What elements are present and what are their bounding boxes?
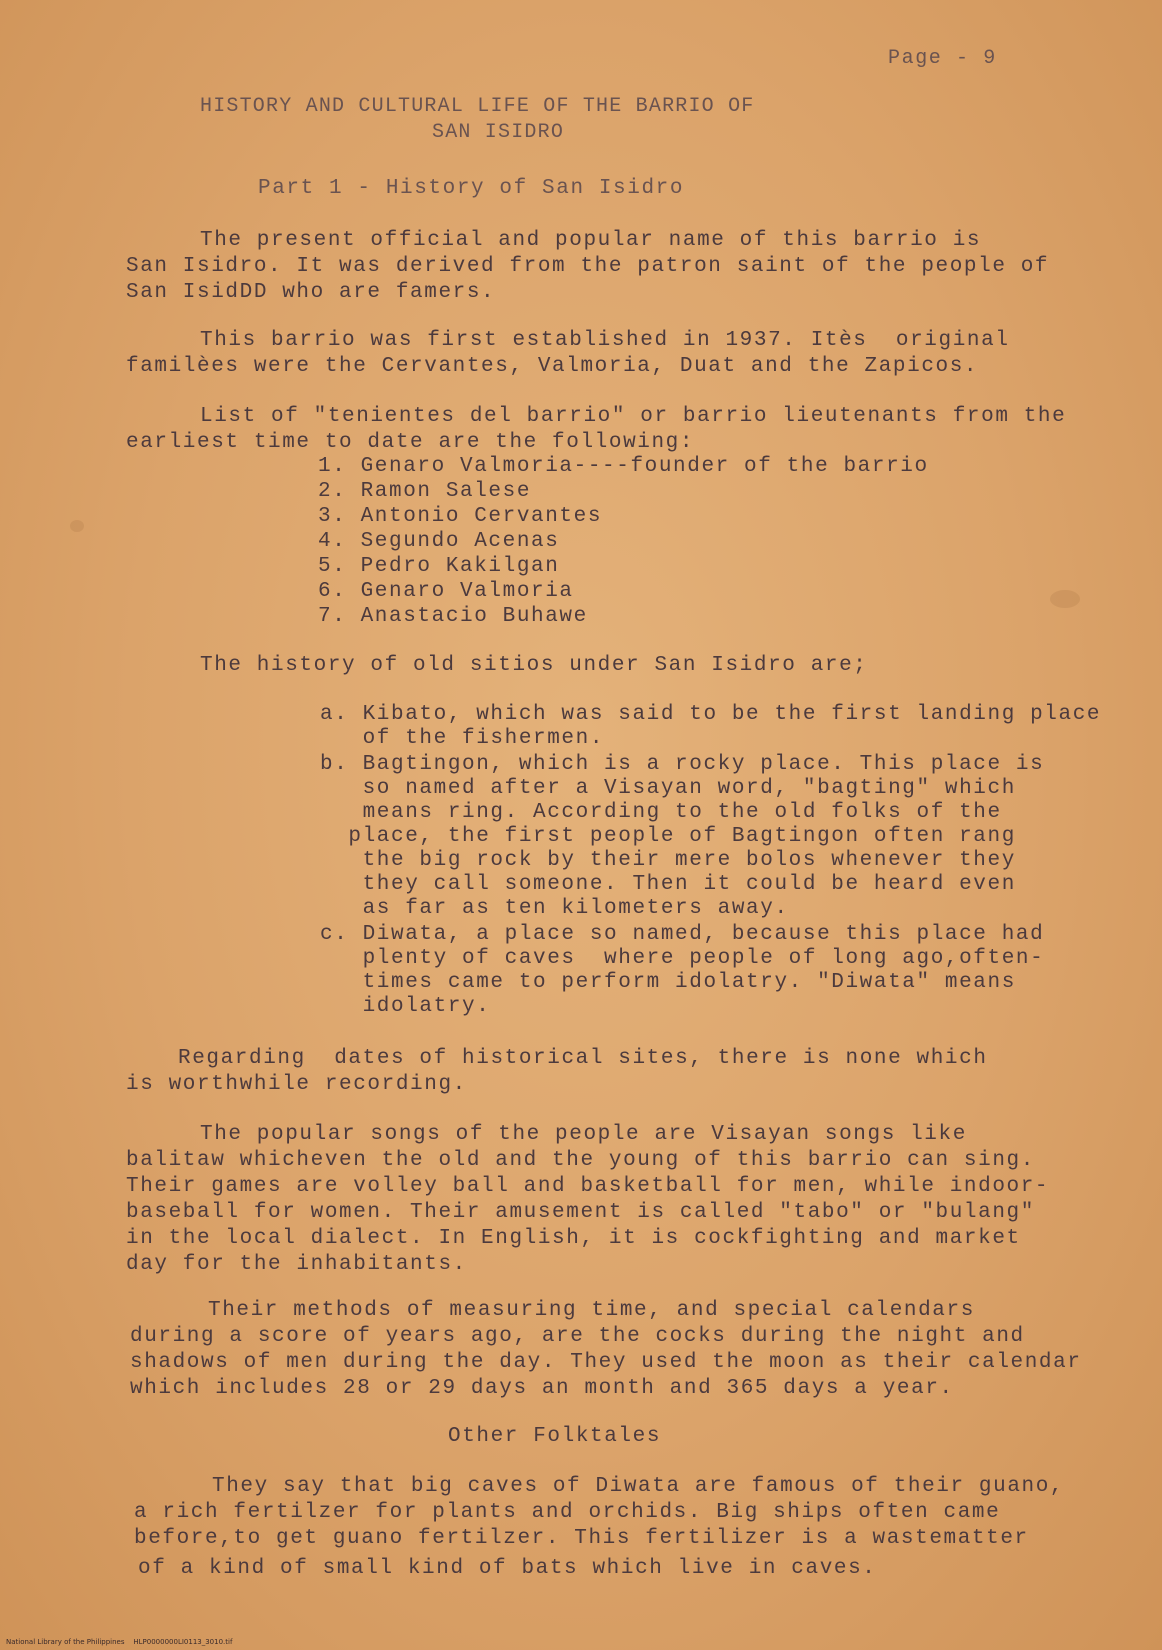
lieutenant-item: 3. Antonio Cervantes <box>318 505 603 528</box>
folktales-heading: Other Folktales <box>448 1425 662 1448</box>
lieutenant-item: 7. Anastacio Buhawe <box>318 605 588 628</box>
paragraph6-line: which includes 28 or 29 days an month and 365 days a year. <box>130 1377 954 1400</box>
paragraph2-line: This barrio was first established in 1937. Itès original <box>200 329 1010 352</box>
sitio-line: plenty of caves where people of long ago,often- <box>320 947 1045 970</box>
paragraph6-line: Their methods of measuring time, and special calendars <box>208 1299 975 1322</box>
sitio-line: so named after a Visayan word, "bagting" which <box>320 777 1016 800</box>
sitio-line: a. Kibato, which was said to be the first landing place <box>320 703 1102 726</box>
sitio-line: the big rock by their mere bolos whenever they <box>320 849 1016 872</box>
paragraph5-line: balitaw whicheven the old and the young of this barrio can sing. <box>126 1149 1035 1172</box>
sitio-line: b. Bagtingon, which is a rocky place. This place is <box>320 753 1045 776</box>
paragraph7-line: of a kind of small kind of bats which live in caves. <box>138 1557 877 1580</box>
paragraph2-line: familèes were the Cervantes, Valmoria, Duat and the Zapicos. <box>126 355 979 378</box>
title-line-1: HISTORY AND CULTURAL LIFE OF THE BARRIO OF <box>200 95 755 118</box>
paragraph5-line: day for the inhabitants. <box>126 1253 467 1276</box>
sitio-line: as far as ten kilometers away. <box>320 897 789 920</box>
paragraph1-line: San IsidDD who are famers. <box>126 281 496 304</box>
lieutenant-item: 5. Pedro Kakilgan <box>318 555 560 578</box>
page-number: Page - 9 <box>888 47 997 70</box>
sitios-intro: The history of old sitios under San Isidro are; <box>200 654 868 677</box>
paragraph3-line: List of "tenientes del barrio" or barrio lieutenants from the <box>200 405 1067 428</box>
paper-stain <box>70 520 84 532</box>
paragraph6-line: during a score of years ago, are the cocks during the night and <box>130 1325 1025 1348</box>
sitio-line: idolatry. <box>320 995 491 1018</box>
sitio-line: times came to perform idolatry. "Diwata" means <box>320 971 1016 994</box>
paragraph1-line: San Isidro. It was derived from the patron saint of the people of <box>126 255 1050 278</box>
paragraph5-line: in the local dialect. In English, it is cockfighting and market <box>126 1227 1021 1250</box>
lieutenant-item: 6. Genaro Valmoria <box>318 580 574 603</box>
paragraph4-line: Regarding dates of historical sites, there is none which <box>178 1047 988 1070</box>
sitio-line: of the fishermen. <box>320 727 605 750</box>
sitio-line: c. Diwata, a place so named, because this place had <box>320 923 1045 946</box>
paragraph7-line: before,to get guano fertilzer. This fertilizer is a wastematter <box>134 1527 1029 1550</box>
paragraph1-line: The present official and popular name of this barrio is <box>200 229 982 252</box>
paper-stain <box>1050 590 1080 608</box>
paragraph5-line: Their games are volley ball and basketball for men, while indoor- <box>126 1175 1050 1198</box>
paragraph5-line: baseball for women. Their amusement is called "tabo" or "bulang" <box>126 1201 1035 1224</box>
paragraph5-line: The popular songs of the people are Visayan songs like <box>200 1123 967 1146</box>
sitio-line: means ring. According to the old folks of the <box>320 801 1002 824</box>
lieutenant-item: 1. Genaro Valmoria----founder of the barrio <box>318 455 929 478</box>
lieutenant-item: 4. Segundo Acenas <box>318 530 560 553</box>
sitio-line: place, the first people of Bagtingon often rang <box>320 825 1016 848</box>
paragraph7-line: a rich fertilzer for plants and orchids. Big ships often came <box>134 1501 1001 1524</box>
part-heading: Part 1 - History of San Isidro <box>258 177 685 200</box>
lieutenant-item: 2. Ramon Salese <box>318 480 532 503</box>
paragraph3-line: earliest time to date are the following: <box>126 431 695 454</box>
footer-source: National Library of the Philippines HLP0000000LI0113_3010.tif <box>6 1638 233 1646</box>
paragraph7-line: They say that big caves of Diwata are famous of their guano, <box>212 1475 1065 1498</box>
sitio-line: they call someone. Then it could be heard even <box>320 873 1016 896</box>
paragraph6-line: shadows of men during the day. They used the moon as their calendar <box>130 1351 1082 1374</box>
paragraph4-line: is worthwhile recording. <box>126 1073 467 1096</box>
title-line-2: SAN ISIDRO <box>432 121 565 144</box>
